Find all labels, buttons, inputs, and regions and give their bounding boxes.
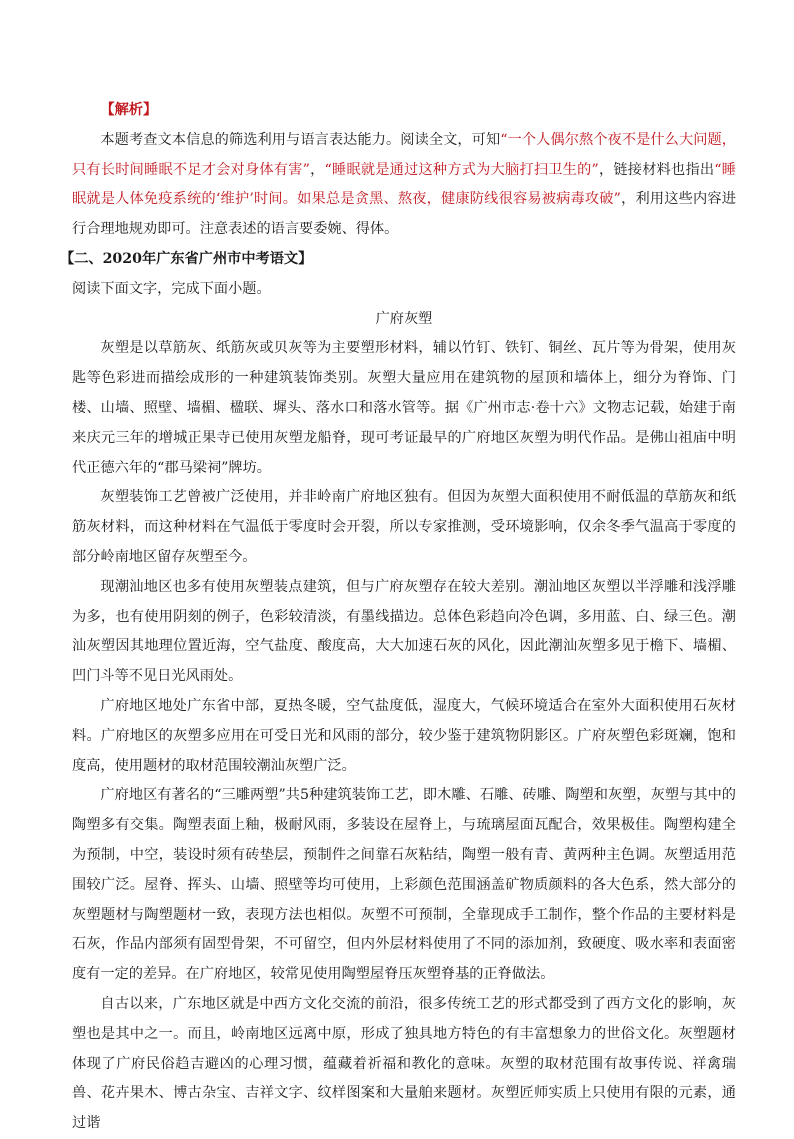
article-paragraph-4: 广府地区地处广东省中部，夏热冬暖，空气盐度低，湿度大，气候环境适合在室外大面积使用石灰材料。广府地区的灰塑多应用在可受日光和风雨的部分，较少鉴于建筑物阴影区。广府灰塑色彩斑斓，饱和度高，使用题材的取材范围较潮汕灰塑广泛。 (72, 697, 736, 774)
analysis-text-1: 本题考查文本信息的筛选利用与语言表达能力。阅读全文，可知 (100, 131, 501, 148)
analysis-text-3: ，链接材料也指出 (598, 161, 715, 178)
article-paragraph-2: 灰塑装饰工艺曾被广泛使用，并非岭南广府地区独有。但因为灰塑大面积使用不耐低温的草筋灰和纸筋灰材料，而这种材料在气温低于零度时会开裂，所以专家推测，受环境影响，仅余冬季气温高于零度的部分岭南地区留存灰塑至今。 (72, 489, 736, 565)
analysis-text-2: ， (309, 161, 325, 178)
article-paragraph-5: 广府地区有著名的“三雕两塑”共5种建筑装饰工艺，即木雕、石雕、砖雕、陶塑和灰塑，灰塑与其中的陶塑多有交集。陶塑表面上釉，极耐风雨，多装设在屋脊上，与琉璃屋面瓦配合，效果极佳。陶塑构建全为预制，中空，装设时须有砖垫层，预制件之间靠石灰粘结，陶塑一般有青、黄两种主色调。灰塑适用范围较广泛。屋脊、挥头、山墙、照壁等均可使用，上彩颜色范围涵盖矿物质颜料的各大色系，然大部分的灰塑题材与陶塑题材一致，表现方法也相似。灰塑不可预制，全靠现成手工制作，整个作品的主要材料是石灰，作品内部须有固型骨架，不可留空，但内外层材料使用了不同的添加剂，致硬度、吸水率和表面密度有一定的差异。在广府地区，较常见使用陶塑屋脊压灰塑脊基的正脊做法。 (72, 787, 736, 983)
analysis-text-4: ，利用这些内容进行合理地规劝即可。注意表述的语言要委婉、得体。 (72, 191, 736, 238)
article-paragraph-1: 灰塑是以草筋灰、纸筋灰或贝灰等为主要塑形材料，辅以竹钉、铁钉、铜丝、瓦片等为骨架，使用灰匙等色彩进而描绘成形的一种建筑装饰类别。灰塑大量应用在建筑物的屋顶和墙体上，细分为脊饰、门楼、山墙、照壁、墙楣、楹联、墀头、落水口和落水管等。据《广州市志·卷十六》文物志记载，始建于南来庆元三年的增城正果寺已使用灰塑龙船脊，现可考证最早的广府地区灰塑为明代作品。是佛山祖庙中明代正德六年的“郡马梁祠”牌坊。 (72, 340, 736, 476)
analysis-quote-3: “睡眠就是人体免疫系统的‘维护’时间。如果总是贪黑、熬夜，健康防线很容易被病毒攻破” (72, 161, 736, 208)
article-paragraph-3: 现潮汕地区也多有使用灰塑装点建筑，但与广府灰塑存在较大差别。潮汕地区灰塑以半浮雕和浅浮雕为多，也有使用阴刻的例子，色彩较清淡，有墨线描边。总体色彩趋向冷色调，多用蓝、白、绿三色。潮汕灰塑因其地理位置近海，空气盐度、酸度高，大大加速石灰的风化，因此潮汕灰塑多见于檐下、墙楣、凹门斗等不见日光风雨处。 (72, 578, 736, 685)
analysis-quote-2: “睡眠就是通过这种方式为大脑打扫卫生的” (324, 161, 599, 178)
article-title: 广府灰塑 (375, 310, 433, 327)
article-paragraph-6: 自古以来，广东地区就是中西方文化交流的前沿，很多传统工艺的形式都受到了西方文化的影响，灰塑也是其中之一。而且，岭南地区远离中原，形成了独具地方特色的有丰富想象力的世俗文化。灰塑题材体现了广府民俗趋吉避凶的心理习惯，蕴藏着祈福和教化的意味。灰塑的取材范围有故事传说、祥禽瑞兽、花卉果木、博古杂宝、吉祥文字、纹样图案和大量舶来题材。灰塑匠师实质上只使用有限的元素，通过谐 (72, 995, 736, 1132)
analysis-label: 【解析】 (100, 102, 158, 118)
analysis-block (72, 96, 736, 126)
analysis-paragraph (72, 126, 736, 245)
instruction-text: 阅读下面文字，完成下面小题。 (72, 280, 271, 297)
section-heading: 【二、2020年广东省广州市中考语文】 (60, 250, 313, 267)
analysis-quote-1: “一个人偶尔熬个夜不是什么大问题，只有长时间睡眠不足才会对身体有害” (72, 131, 736, 178)
